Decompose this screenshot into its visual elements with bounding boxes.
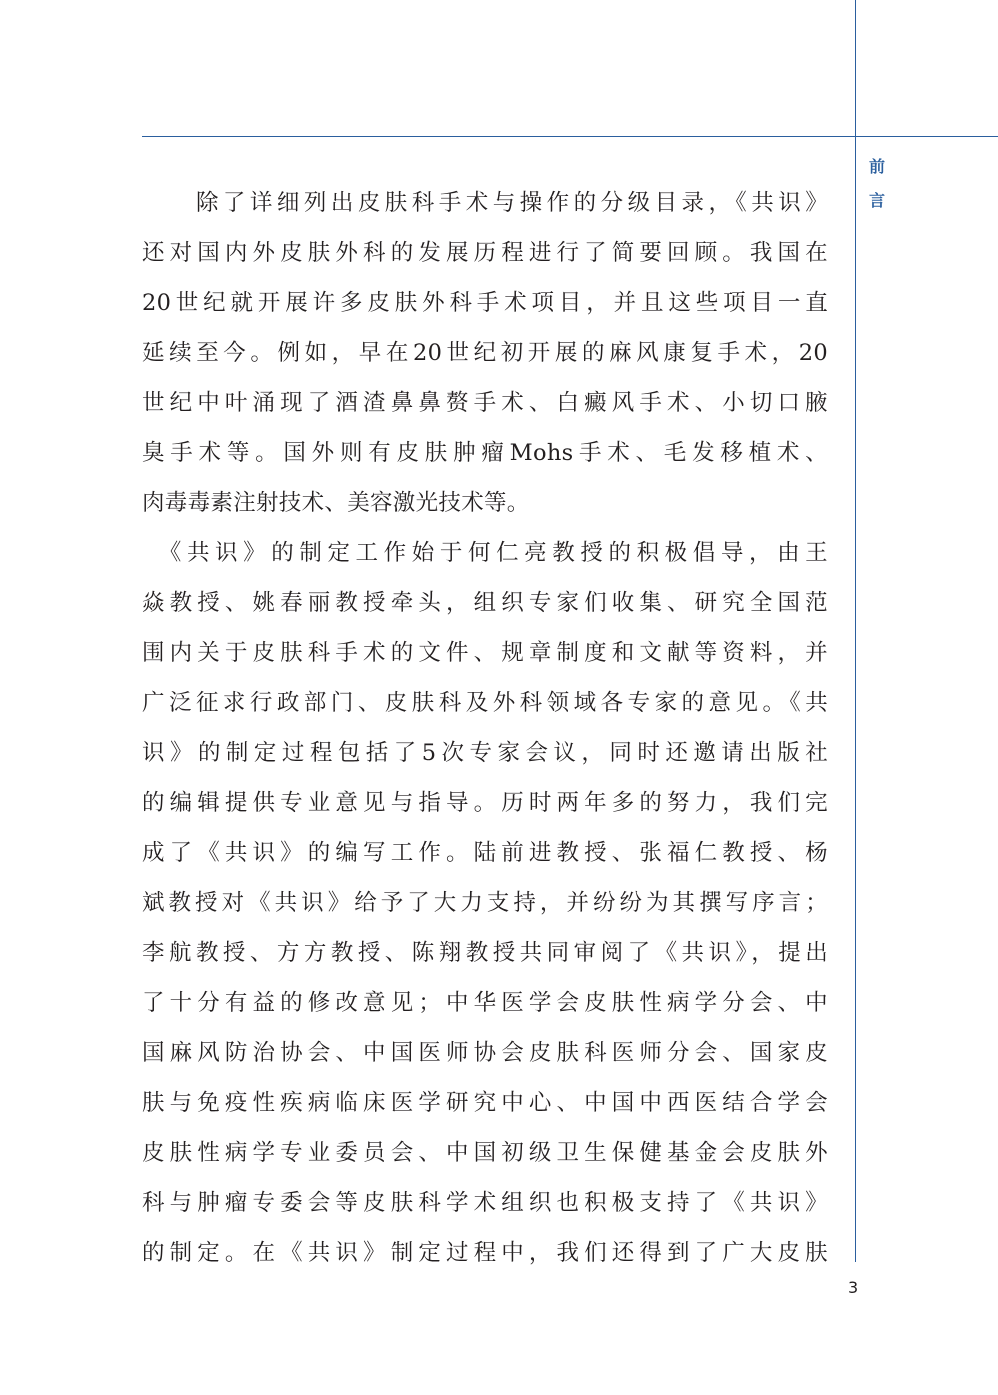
text-line: 《共识》的制定工作始于何仁亮教授的积极倡导，由王	[142, 540, 828, 566]
page-number: 3	[848, 1278, 859, 1297]
text-line: 焱教授、姚春丽教授牵头，组织专家们收集、研究全国范	[142, 590, 828, 616]
section-tab	[866, 150, 888, 218]
text-line: 国麻风防治协会、中国医师协会皮肤科医师分会、国家皮	[142, 1040, 828, 1066]
body-text	[142, 178, 828, 1278]
header-rule	[142, 136, 998, 137]
text-line: 的制定。在《共识》制定过程中，我们还得到了广大皮肤	[142, 1240, 828, 1266]
text-line: 识》的制定过程包括了5次专家会议，同时还邀请出版社	[142, 740, 828, 766]
text-line: 围内关于皮肤科手术的文件、规章制度和文献等资料，并	[142, 640, 828, 666]
section-title-char-2: 言	[868, 191, 885, 210]
text-line: 皮肤性病学专业委员会、中国初级卫生保健基金会皮肤外	[142, 1140, 828, 1166]
text-line: 肤与免疫性疾病临床医学研究中心、中国中西医结合学会	[142, 1090, 828, 1116]
text-line: 还对国内外皮肤外科的发展历程进行了简要回顾。我国在	[142, 240, 828, 266]
text-line: 科与肿瘤专委会等皮肤科学术组织也积极支持了《共识》	[142, 1190, 828, 1216]
text-line: 广泛征求行政部门、皮肤科及外科领域各专家的意见。《共	[142, 690, 828, 716]
text-line: 斌教授对《共识》给予了大力支持，并纷纷为其撰写序言；	[142, 890, 828, 916]
text-line: 李航教授、方方教授、陈翔教授共同审阅了《共识》，提出	[142, 940, 828, 966]
text-line: 了十分有益的修改意见；中华医学会皮肤性病学分会、中	[142, 990, 828, 1016]
text-line: 肉毒毒素注射技术、美容激光技术等。	[142, 490, 530, 516]
text-line: 延续至今。例如，早在20世纪初开展的麻风康复手术，20	[142, 340, 828, 366]
text-line: 世纪中叶涌现了酒渣鼻鼻赘手术、白癜风手术、小切口腋	[142, 390, 828, 416]
text-line: 臭手术等。国外则有皮肤肿瘤Mohs手术、毛发移植术、	[142, 440, 828, 466]
text-line: 成了《共识》的编写工作。陆前进教授、张福仁教授、杨	[142, 840, 828, 866]
vertical-rule	[855, 0, 856, 1262]
section-title-char-1: 前	[868, 157, 885, 176]
text-line: 20世纪就开展许多皮肤外科手术项目，并且这些项目一直	[142, 290, 828, 316]
text-line: 除了详细列出皮肤科手术与操作的分级目录，《共识》	[142, 190, 828, 216]
text-line: 的编辑提供专业意见与指导。历时两年多的努力，我们完	[142, 790, 828, 816]
